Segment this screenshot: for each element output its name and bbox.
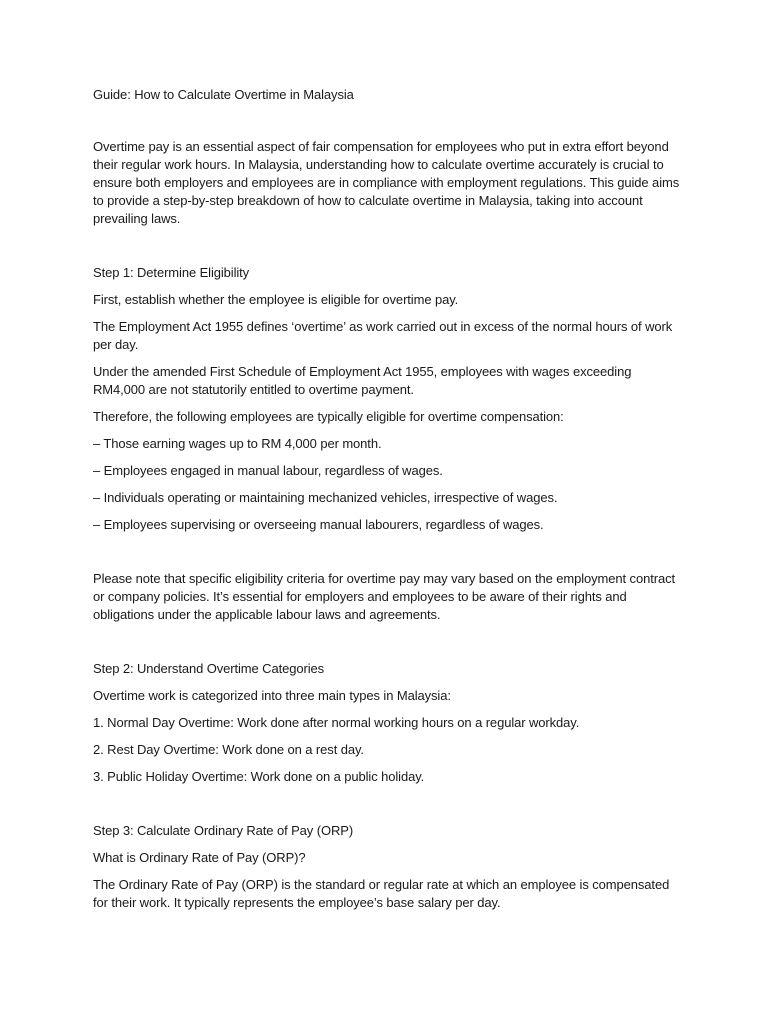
step1-heading: Step 1: Determine Eligibility — [93, 265, 250, 280]
step3-paragraph-1: The Ordinary Rate of Pay (ORP) is the standard or regular rate at which an employee is compensated for their work. It typically represents the employee’s base salary per day. — [93, 877, 670, 910]
step2-heading: Step 2: Understand Overtime Categories — [93, 661, 325, 676]
step1-paragraph-2: The Employment Act 1955 defines ‘overtime’ as work carried out in excess of the normal hours of work per day. — [93, 319, 673, 352]
step1-paragraph-1: First, establish whether the employee is eligible for overtime pay. — [93, 292, 459, 307]
eligibility-list-item: – Individuals operating or maintaining mechanized vehicles, irrespective of wages. — [93, 490, 558, 505]
eligibility-list-item: – Employees supervising or overseeing manual labourers, regardless of wages. — [93, 517, 544, 532]
overtime-category-item: 3. Public Holiday Overtime: Work done on a public holiday. — [93, 769, 425, 784]
step1-paragraph-4: Therefore, the following employees are typically eligible for overtime compensation: — [93, 409, 564, 424]
eligibility-note: Please note that specific eligibility criteria for overtime pay may vary based on the employment contract or company policies. It’s essential for employers and employees to be aware of their rights and obligations under the applicable labour laws and agreements. — [93, 571, 675, 622]
step1-paragraph-3: Under the amended First Schedule of Employment Act 1955, employees with wages exceeding RM4,000 are not statutorily entitled to overtime payment. — [93, 364, 632, 397]
eligibility-list-item: – Employees engaged in manual labour, regardless of wages. — [93, 463, 443, 478]
intro-paragraph: Overtime pay is an essential aspect of fair compensation for employees who put in extra effort beyond their regular work hours. In Malaysia, understanding how to calculate overtime accurately is crucial to ensure both employers and employees are in compliance with employment regulations. This guide aims to provide a step-by-step breakdown of how to calculate overtime in Malaysia, taking into account prevailing laws. — [93, 139, 680, 226]
step3-subheading: What is Ordinary Rate of Pay (ORP)? — [93, 850, 306, 865]
overtime-category-item: 1. Normal Day Overtime: Work done after normal working hours on a regular workday. — [93, 715, 580, 730]
overtime-category-item: 2. Rest Day Overtime: Work done on a rest day. — [93, 742, 364, 757]
eligibility-list-item: – Those earning wages up to RM 4,000 per month. — [93, 436, 382, 451]
step3-heading: Step 3: Calculate Ordinary Rate of Pay (ORP) — [93, 823, 354, 838]
document-title: Guide: How to Calculate Overtime in Malaysia — [93, 87, 354, 102]
step2-paragraph-1: Overtime work is categorized into three main types in Malaysia: — [93, 688, 451, 703]
document-page — [93, 86, 683, 921]
